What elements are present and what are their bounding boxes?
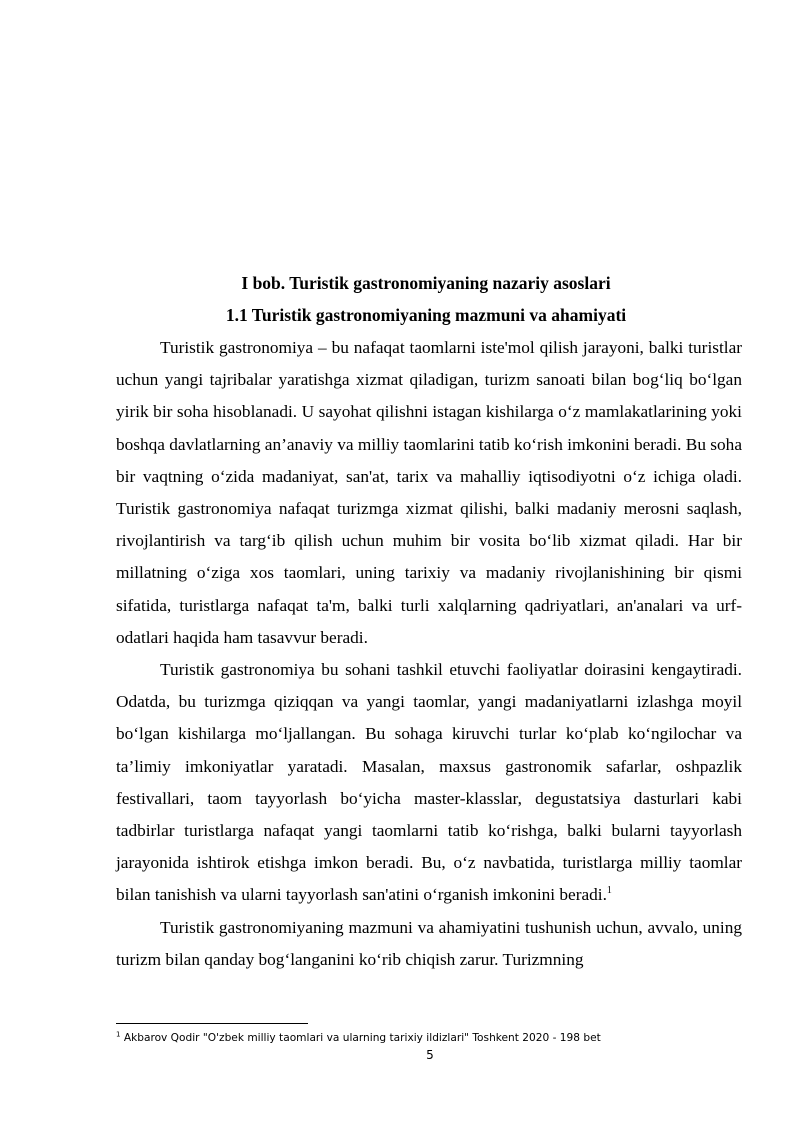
footnote-separator xyxy=(116,1023,308,1024)
paragraph-3 xyxy=(116,912,742,976)
section-title: 1.1 Turistik gastronomiyaning mazmuni va ahamiyati xyxy=(225,305,627,325)
paragraph-3-text: Turistik gastronomiyaning mazmuni va ahamiyatini tushunish uchun, avvalo, uning turizm bilan qanday bog‘langanini ko‘rib chiqish zarur. Turizmning xyxy=(116,917,742,969)
footnote-marker: 1 xyxy=(116,1030,121,1039)
paragraph-1 xyxy=(116,332,742,654)
page-number: 5 xyxy=(426,1048,434,1062)
chapter-title: I bob. Turistik gastronomiyaning nazariy asoslari xyxy=(241,273,611,293)
footnote-reference[interactable]: 1 xyxy=(606,885,612,897)
paragraph-2-text: Turistik gastronomiya bu sohani tashkil etuvchi faoliyatlar doirasini kengaytiradi. Odatda, bu turizmga qiziqqan va yangi taomlar, yangi madaniyatlarni izlashga moyil bo‘lgan kishilarga mo‘ljallangan. Bu sohaga kiruvchi turlar ko‘plab ko‘ngilochar va ta’limiy imkoniyatlar yaratadi. Masalan, maxsus gastronomik safarlar, oshpazlik festivallari, taom tayyorlash bo‘yicha master-klasslar, degustatsiya dasturlari kabi tadbirlar turistlarga nafaqat yangi taomlarni tatib ko‘rishga, balki bularni tayyorlash jarayonida ishtirok etishga imkon beradi. Bu, o‘z navbatida, turistlarga milliy taomlar bilan tanishish va ularni tayyorlash san'atini o‘rganish imkonini beradi. xyxy=(116,660,742,905)
body-text xyxy=(116,332,742,976)
footnote xyxy=(116,1031,756,1045)
footnote-text: Akbarov Qodir "O'zbek milliy taomlari va ularning tarixiy ildizlari" Toshkent 2020 - 198 bet xyxy=(123,1032,601,1044)
paragraph-2 xyxy=(116,654,742,912)
paragraph-1-text: Turistik gastronomiya – bu nafaqat taomlarni iste'mol qilish jarayoni, balki turistlar uchun yangi tajribalar yaratishga xizmat qiladigan, turizm sanoati bilan bog‘liq bo‘lgan yirik bir soha hisoblanadi. U sayohat qilishni istagan kishilarga o‘z mamlakatlarining yoki boshqa davlatlarning an’anaviy va milliy taomlarini tatib ko‘rish imkonini beradi. Bu soha bir vaqtning o‘zida madaniyat, san'at, tarix va mahalliy iqtisodiyotni o‘z ichiga oladi. Turistik gastronomiya nafaqat turizmga xizmat qilishi, balki madaniy merosni saqlash, rivojlantirish va targ‘ib qilish uchun muhim bir vosita bo‘lib xizmat qiladi. Har bir millatning o‘ziga xos taomlari, uning tarixiy va madaniy rivojlanishining bir qismi sifatida, turistlarga nafaqat ta'm, balki turli xalqlarning qadriyatlari, an'analari va urf-odatlari haqida ham tasavvur beradi. xyxy=(116,338,742,647)
